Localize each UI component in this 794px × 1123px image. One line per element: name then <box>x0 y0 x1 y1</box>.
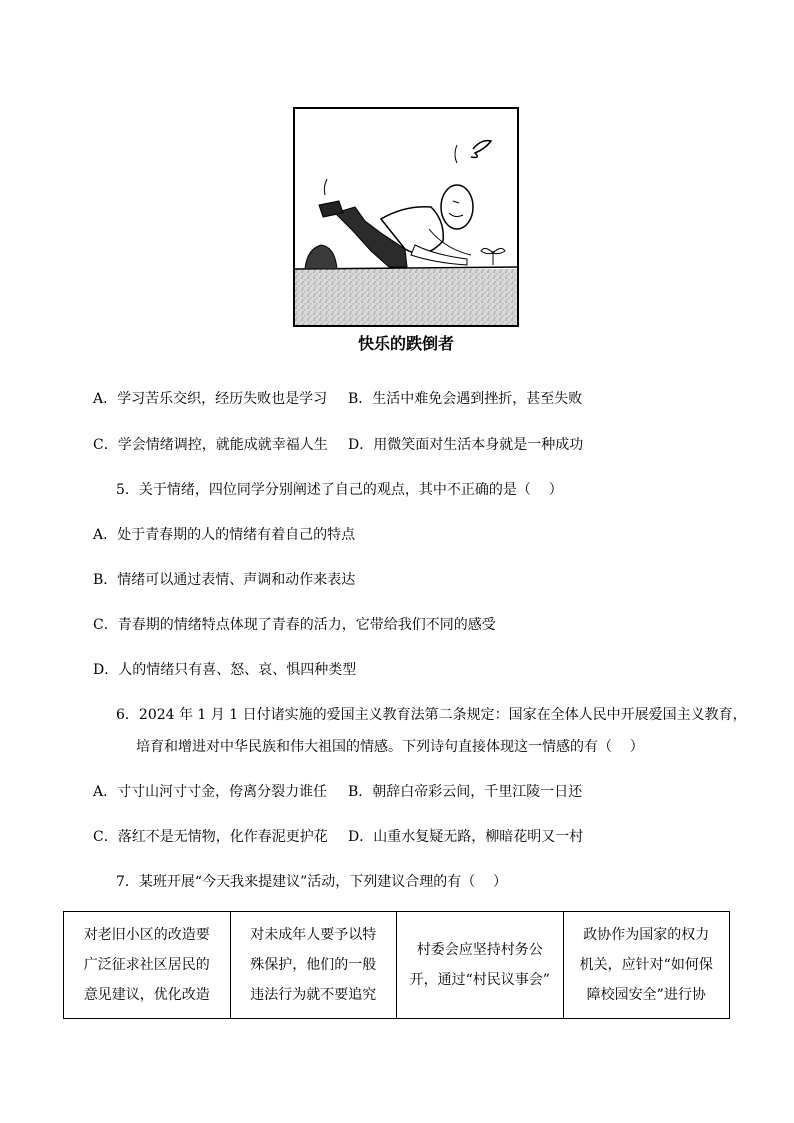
figure-caption: 快乐的跌倒者 <box>357 334 454 353</box>
cell-line: 违法行为就不要追究 <box>250 987 377 1003</box>
suggestion-cell-1 <box>64 912 231 1019</box>
q5-option-b: B．情绪可以通过表情、声调和动作来表达 <box>93 572 356 588</box>
cell-line: 殊保护，他们的一般 <box>250 957 377 973</box>
q4-option-d: D．用微笑面对生活本身就是一种成功 <box>348 437 584 453</box>
q5-option-d: D．人的情绪只有喜、怒、哀、惧四种类型 <box>93 662 357 678</box>
q5-option-c: C．青春期的情绪特点体现了青春的活力，它带给我们不同的感受 <box>93 617 496 633</box>
cell-line: 对未成年人要予以特 <box>250 927 377 943</box>
suggestion-cell-2 <box>230 912 397 1019</box>
q6-option-a: A．寸寸山河寸寸金，侉离分裂力谁任 <box>93 784 328 800</box>
q6-stem-line2: 培育和增进对中华民族和伟大祖国的情感。下列诗句直接体现这一情感的有（ ） <box>136 739 644 755</box>
q6-option-c: C．落红不是无情物，化作春泥更护花 <box>93 829 328 845</box>
cell-line: 政协作为国家的权力 <box>583 927 710 943</box>
q7-suggestion-table <box>63 911 730 1019</box>
suggestion-cell-3 <box>397 912 564 1019</box>
q5-option-a: A．处于青春期的人的情绪有着自己的特点 <box>93 527 356 543</box>
cell-line: 意见建议，优化改造 <box>83 987 210 1003</box>
cell-line: 村委会应坚持村务公 <box>416 942 543 958</box>
q6-option-d: D．山重水复疑无路，柳暗花明又一村 <box>348 829 584 845</box>
q5-stem: 5．关于情绪，四位同学分别阐述了自己的观点，其中不正确的是（ ） <box>116 482 563 498</box>
suggestion-cell-4 <box>563 912 730 1019</box>
q4-option-b: B．生活中难免会遇到挫折，甚至失败 <box>348 391 583 407</box>
q7-stem: 7．某班开展“今天我来提建议”活动，下列建议合理的有（ ） <box>116 874 508 890</box>
cell-line: 障校园安全”进行协 <box>586 987 706 1003</box>
cartoon-illustration <box>293 107 519 327</box>
q6-stem-line1: 6．2024 年 1 月 1 日付诸实施的爱国主义教育法第二条规定：国家在全体人民中开展爱国主义教育， <box>116 707 747 723</box>
cell-line: 对老旧小区的改造要 <box>83 927 210 943</box>
cell-line: 广泛征求社区居民的 <box>83 957 210 973</box>
cell-line: 机关，应针对“如何保 <box>579 957 713 973</box>
q6-option-b: B．朝辞白帝彩云间，千里江陵一日还 <box>348 784 583 800</box>
q4-option-a: A．学习苦乐交织，经历失败也是学习 <box>93 391 328 407</box>
q4-option-c: C．学会情绪调控，就能成就幸福人生 <box>93 437 328 453</box>
happy-faller-drawing <box>295 109 517 325</box>
table-row <box>64 912 730 1019</box>
cell-line: 开，通过“村民议事会” <box>409 972 550 988</box>
